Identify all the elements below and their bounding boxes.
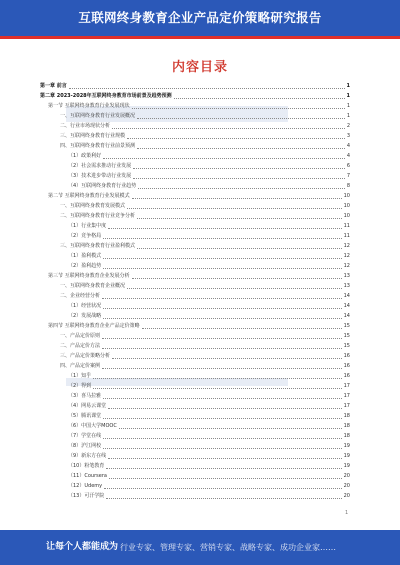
toc-leader-dots — [137, 118, 345, 119]
toc-entry-label: （2）盈利趋势 — [68, 263, 102, 269]
toc-leader-dots — [106, 498, 341, 499]
toc-entry-page: 20 — [343, 493, 350, 499]
toc-entry-label: （2）竞争格局 — [68, 233, 102, 239]
footer-bar — [0, 530, 400, 565]
toc-leader-dots — [109, 478, 342, 479]
toc-entry-label: （7）学堂在线 — [68, 433, 102, 439]
toc-entry[interactable] — [60, 362, 350, 370]
toc-entry-label: 第三节 互联网终身教育企业发展分析 — [48, 273, 130, 279]
toc-entry[interactable] — [68, 392, 350, 400]
toc-entry-page: 10 — [343, 193, 350, 199]
toc-entry-page: 11 — [343, 233, 350, 239]
toc-leader-dots — [112, 358, 342, 359]
toc-entry[interactable] — [68, 482, 350, 490]
toc-entry-label: 二、企业经营分析 — [60, 293, 101, 299]
toc-entry[interactable] — [48, 102, 350, 110]
toc-entry-label: （10）粉笔教育 — [68, 463, 105, 469]
toc-leader-dots — [102, 338, 342, 339]
toc-entry-page: 13 — [343, 283, 350, 289]
toc-entry-page: 17 — [343, 393, 350, 399]
toc-entry-page: 12 — [343, 253, 350, 259]
toc-leader-dots — [127, 288, 342, 289]
toc-entry-page: 4 — [346, 143, 350, 149]
toc-entry-label: （3）喜马拉雅 — [68, 393, 102, 399]
toc-entry-label: 第一节 互联网终身教育行业发展现状 — [48, 103, 130, 109]
toc-entry-label: 第二章 2023-2028年互联网终身教育市场前景及趋势预测 — [40, 93, 172, 99]
toc-entry[interactable] — [68, 252, 350, 260]
toc-entry[interactable] — [68, 442, 350, 450]
toc-entry[interactable] — [40, 92, 350, 100]
toc-entry-page: 15 — [343, 333, 350, 339]
toc-entry[interactable] — [40, 82, 350, 90]
toc-entry-label: 二、行业市场现状分析 — [60, 123, 111, 129]
toc-entry-page: 16 — [343, 353, 350, 359]
page-number: 1 — [345, 510, 349, 516]
toc-leader-dots — [174, 98, 345, 99]
toc-leader-dots — [103, 238, 341, 239]
footer-tagline: 行业专家、管理专家、营销专家、战略专家、成功企业家…… — [120, 543, 336, 552]
toc-entry[interactable] — [68, 172, 350, 180]
toc-entry[interactable] — [48, 272, 350, 280]
toc-entry[interactable] — [68, 422, 350, 430]
toc-entry[interactable] — [68, 462, 350, 470]
toc-leader-dots — [133, 178, 345, 179]
toc-leader-dots — [106, 468, 341, 469]
toc-entry-page: 17 — [343, 383, 350, 389]
toc-entry[interactable] — [68, 152, 350, 160]
toc-entry-label: 第二节 互联网终身教育行业发展模式 — [48, 193, 130, 199]
toc-leader-dots — [103, 308, 341, 309]
toc-entry-label: （2）社会需求推动行业发展 — [68, 163, 132, 169]
toc-entry[interactable] — [68, 492, 350, 500]
toc-entry[interactable] — [60, 282, 350, 290]
toc-entry[interactable] — [60, 292, 350, 300]
toc-entry-label: （1）盈利模式 — [68, 253, 102, 259]
toc-entry-page: 18 — [343, 423, 350, 429]
toc-entry-page: 12 — [343, 243, 350, 249]
toc-entry[interactable] — [60, 332, 350, 340]
toc-entry-page: 11 — [343, 223, 350, 229]
toc-leader-dots — [108, 458, 341, 459]
toc-entry[interactable] — [60, 212, 350, 220]
toc-entry-label: （8）沪江网校 — [68, 443, 102, 449]
toc-entry[interactable] — [60, 112, 350, 120]
toc-heading: 内容目录 — [171, 60, 228, 75]
toc-entry-page: 14 — [343, 313, 350, 319]
toc-leader-dots — [119, 428, 342, 429]
toc-leader-dots — [132, 198, 342, 199]
toc-leader-dots — [103, 448, 341, 449]
toc-entry-page: 1 — [346, 83, 350, 89]
toc-entry-label: （4）网易云课堂 — [68, 403, 107, 409]
toc-entry[interactable] — [60, 242, 350, 250]
toc-entry[interactable] — [68, 412, 350, 420]
toc-leader-dots — [103, 418, 341, 419]
toc-entry-page: 1 — [346, 113, 350, 119]
toc-leader-dots — [103, 258, 341, 259]
toc-entry-page: 7 — [346, 173, 350, 179]
toc-entry-label: （5）腾讯课堂 — [68, 413, 102, 419]
toc-entry-page: 14 — [343, 293, 350, 299]
toc-entry[interactable] — [68, 302, 350, 310]
toc-leader-dots — [93, 378, 341, 379]
toc-entry[interactable] — [60, 202, 350, 210]
toc-entry-label: （9）新东方在线 — [68, 453, 107, 459]
toc-leader-dots — [103, 158, 345, 159]
toc-entry-page: 20 — [343, 483, 350, 489]
toc-entry-label: 三、互联网终身教育行业规模 — [60, 133, 126, 139]
toc-entry-label: 四、互联网终身教育行业前景预测 — [60, 143, 136, 149]
footer-slogan: 让每个人都能成为 — [46, 542, 119, 552]
toc-entry-label: （1）政策利好 — [68, 153, 102, 159]
toc-leader-dots — [102, 298, 342, 299]
toc-leader-dots — [69, 88, 345, 89]
toc-leader-dots — [138, 188, 345, 189]
toc-entry-label: （1）行业集中度 — [68, 223, 107, 229]
toc-entry-page: 16 — [343, 363, 350, 369]
toc-leader-dots — [102, 348, 342, 349]
toc-entry[interactable] — [60, 132, 350, 140]
toc-entry[interactable] — [68, 182, 350, 190]
toc-leader-dots — [127, 208, 342, 209]
toc-leader-dots — [103, 268, 341, 269]
toc-entry[interactable] — [68, 222, 350, 230]
toc-entry-label: 三、产品定价策略分析 — [60, 353, 111, 359]
document-title: 互联网终身教育企业产品定价策略研究报告 — [78, 10, 322, 25]
toc-entry[interactable] — [60, 122, 350, 130]
toc-leader-dots — [102, 368, 342, 369]
toc-entry-page: 15 — [343, 343, 350, 349]
toc-leader-dots — [108, 228, 341, 229]
toc-entry-label: （3）技术进步带动行业发展 — [68, 173, 132, 179]
toc-leader-dots — [93, 388, 341, 389]
toc-entry-label: 一、产品定价原则 — [60, 333, 101, 339]
toc-entry-page: 4 — [346, 153, 350, 159]
toc-leader-dots — [112, 128, 345, 129]
toc-entry-page: 14 — [343, 303, 350, 309]
toc-entry-label: （6）中国大学MOOC — [68, 423, 117, 429]
toc-entry-page: 10 — [343, 213, 350, 219]
toc-leader-dots — [104, 488, 342, 489]
toc-leader-dots — [108, 408, 341, 409]
toc-leader-dots — [133, 168, 345, 169]
toc-entry[interactable] — [68, 162, 350, 170]
toc-entry-label: 一、互联网终身教育发展模式 — [60, 203, 126, 209]
toc-leader-dots — [137, 148, 345, 149]
toc-entry-label: 第一章 前言 — [40, 83, 67, 89]
toc-leader-dots — [103, 318, 341, 319]
toc-entry[interactable] — [68, 382, 350, 390]
toc-entry[interactable] — [68, 432, 350, 440]
toc-entry-page: 3 — [346, 133, 350, 139]
toc-entry[interactable] — [68, 402, 350, 410]
toc-entry[interactable] — [68, 472, 350, 480]
toc-entry-page: 12 — [343, 263, 350, 269]
toc-entry-page: 13 — [343, 273, 350, 279]
toc-entry-label: 三、互联网终身教育行业盈利模式 — [60, 243, 136, 249]
toc-entry-page: 18 — [343, 433, 350, 439]
toc-entry-page: 2 — [346, 123, 350, 129]
toc-entry[interactable] — [60, 342, 350, 350]
toc-entry-page: 18 — [343, 413, 350, 419]
toc-entry[interactable] — [68, 232, 350, 240]
toc-leader-dots — [103, 438, 341, 439]
toc-entry-page: 19 — [343, 443, 350, 449]
toc-entry-label: （4）互联网终身教育行业趋势 — [68, 183, 137, 189]
toc-entry[interactable] — [48, 322, 350, 330]
toc-entry-label: 二、产品定价方法 — [60, 343, 101, 349]
toc-entry-page: 1 — [346, 103, 350, 109]
toc-entry-label: （11）Coursera — [68, 473, 107, 479]
toc-entry-page: 1 — [346, 93, 350, 99]
toc-entry-page: 17 — [343, 403, 350, 409]
header-accent-line — [0, 36, 400, 39]
toc-leader-dots — [142, 328, 342, 329]
toc-entry-label: （1）知乎 — [68, 373, 92, 379]
toc-entry[interactable] — [68, 262, 350, 270]
toc-entry-label: （1）经营状况 — [68, 303, 102, 309]
toc-entry-page: 16 — [343, 373, 350, 379]
toc-entry-label: 二、互联网终身教育行业竞争分析 — [60, 213, 136, 219]
toc-leader-dots — [132, 108, 345, 109]
toc-entry-page: 6 — [346, 163, 350, 169]
toc-entry-label: （13）可汗学院 — [68, 493, 105, 499]
toc-leader-dots — [103, 398, 341, 399]
toc-entry[interactable] — [48, 192, 350, 200]
toc-entry-page: 10 — [343, 203, 350, 209]
toc-entry[interactable] — [60, 142, 350, 150]
toc-entry-page: 19 — [343, 463, 350, 469]
toc-entry[interactable] — [68, 452, 350, 460]
toc-leader-dots — [137, 248, 342, 249]
toc-entry-page: 15 — [343, 323, 350, 329]
toc-entry-page: 20 — [343, 473, 350, 479]
toc-entry-label: 一、互联网终身教育企业概况 — [60, 283, 126, 289]
toc-entry[interactable] — [68, 372, 350, 380]
toc-entry-label: （2）发展战略 — [68, 313, 102, 319]
toc-entry-label: 第四节 互联网终身教育企业产品定价策略 — [48, 323, 140, 329]
toc-entry-label: 四、产品定价案例 — [60, 363, 101, 369]
toc-leader-dots — [137, 218, 342, 219]
toc-entry-label: （12）Udemy — [68, 483, 103, 489]
toc-entry-page: 8 — [346, 183, 350, 189]
toc-entry-label: 一、互联网终身教育行业发展概况 — [60, 113, 136, 119]
toc-entry-label: （2）得到 — [68, 383, 92, 389]
toc-leader-dots — [132, 278, 342, 279]
toc-entry-page: 19 — [343, 453, 350, 459]
toc-entry[interactable] — [68, 312, 350, 320]
toc-leader-dots — [127, 138, 345, 139]
toc-entry[interactable] — [60, 352, 350, 360]
